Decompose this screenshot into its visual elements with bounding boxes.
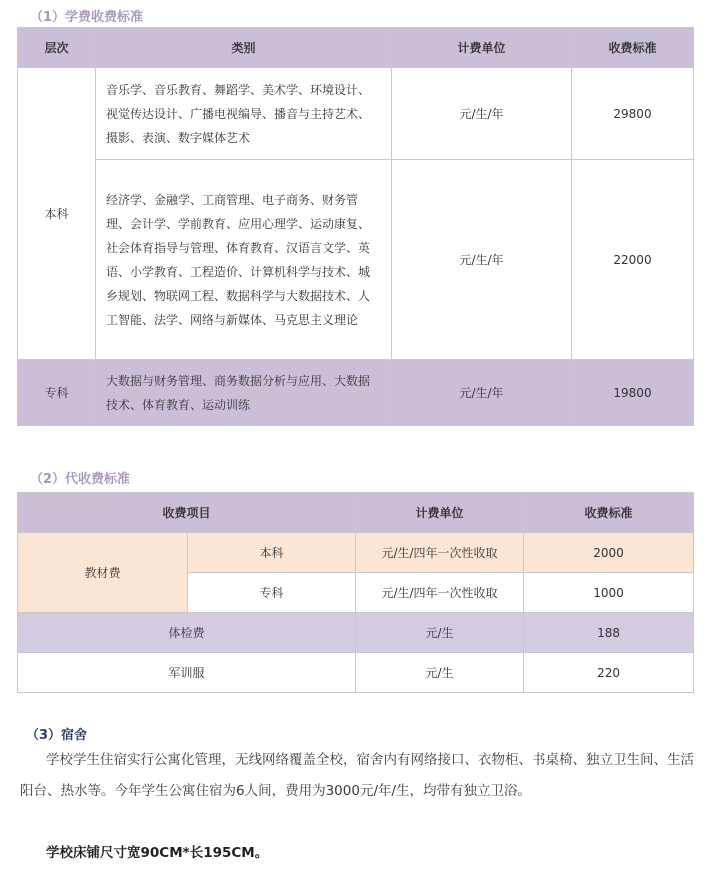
textbook-label: 教材费 — [18, 533, 188, 613]
bed-size-text: 学校床铺尺寸宽90CM*长195CM。 — [46, 845, 269, 861]
fee-cell: 1000 — [524, 573, 694, 613]
fee-cell: 29800 — [572, 68, 694, 160]
fee-cell: 188 — [524, 613, 694, 653]
section1-title: （1）学费收费标准 — [30, 10, 144, 25]
header-item: 收费项目 — [18, 493, 356, 533]
fee-cell: 2000 — [524, 533, 694, 573]
physical-label: 体检费 — [18, 613, 356, 653]
fee-cell: 22000 — [572, 160, 694, 360]
header-level: 层次 — [18, 28, 96, 68]
section2-title: （2）代收费标准 — [30, 472, 131, 487]
table-row — [18, 653, 694, 693]
fee-cell: 19800 — [572, 360, 694, 426]
header-category: 类别 — [96, 28, 392, 68]
fees-table — [17, 492, 694, 693]
table-row — [18, 360, 694, 426]
category-cell: 音乐学、音乐教育、舞蹈学、美术学、环境设计、视觉传达设计、广播电视编导、播音与主持艺术、摄影、表演、数字媒体艺术 — [96, 68, 392, 160]
level-cell: 专科 — [188, 573, 356, 613]
unit-cell: 元/生/四年一次性收取 — [356, 573, 524, 613]
table-row — [18, 613, 694, 653]
category-cell: 经济学、金融学、工商管理、电子商务、财务管理、会计学、学前教育、应用心理学、运动康复、社会体育指导与管理、体育教育、汉语言文学、英语、小学教育、工程造价、计算机科学与技术、城乡规划、物联网工程、数据科学与大数据技术、人工智能、法学、网络与新媒体、马克思主义理论 — [96, 160, 392, 360]
category-cell: 大数据与财务管理、商务数据分析与应用、大数据技术、体育教育、运动训练 — [96, 360, 392, 426]
unit-cell: 元/生/年 — [392, 360, 572, 426]
header-unit: 计费单位 — [392, 28, 572, 68]
level-cell: 本科 — [188, 533, 356, 573]
level-junior: 专科 — [18, 360, 96, 426]
table-header-row — [18, 28, 694, 68]
fee-cell: 220 — [524, 653, 694, 693]
unit-cell: 元/生/年 — [392, 160, 572, 360]
table-row — [18, 68, 694, 160]
header-unit: 计费单位 — [356, 493, 524, 533]
table-row — [18, 533, 694, 573]
table-header-row — [18, 493, 694, 533]
unit-cell: 元/生 — [356, 653, 524, 693]
unit-cell: 元/生 — [356, 613, 524, 653]
uniform-label: 军训服 — [18, 653, 356, 693]
dorm-paragraph: 学校学生住宿实行公寓化管理，无线网络覆盖全校，宿舍内有网络接口、衣物柜、书桌椅、独立卫生间、生活阳台、热水等。今年学生公寓住宿为6人间，费用为3000元/年/生，均带有独立卫浴。 — [20, 752, 694, 799]
unit-cell: 元/生/四年一次性收取 — [356, 533, 524, 573]
section3-title: （3）宿舍 — [26, 728, 88, 743]
tuition-table — [17, 27, 694, 426]
header-fee: 收费标准 — [524, 493, 694, 533]
unit-cell: 元/生/年 — [392, 68, 572, 160]
table-row — [18, 160, 694, 360]
level-undergrad: 本科 — [18, 68, 96, 360]
header-fee: 收费标准 — [572, 28, 694, 68]
